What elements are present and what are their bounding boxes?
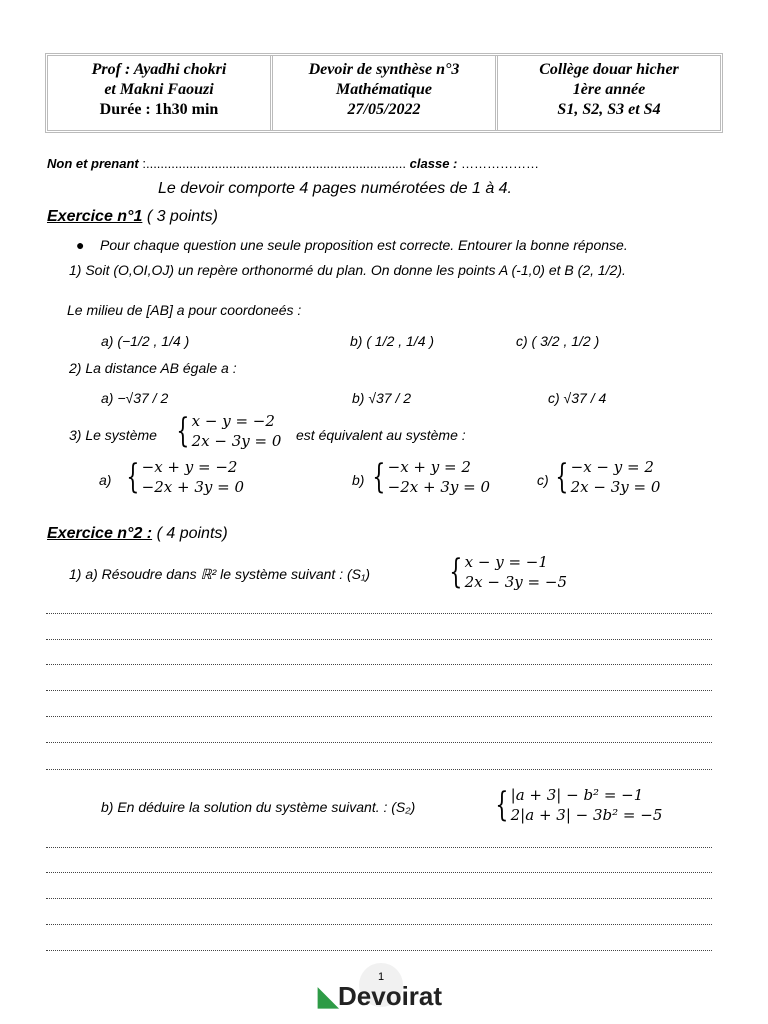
ex1-q3-c-eq2: 2x − 3y = 0: [570, 478, 661, 496]
ex2-system-s1: { x − y = −1 2x − 3y = −5: [449, 552, 567, 592]
answer-line[interactable]: [46, 664, 712, 665]
answer-line[interactable]: [46, 847, 712, 848]
ex1-q1: 1) Soit (O,OI,OJ) un repère orthonormé du plan. On donne les points A (-1,0) et B (2, 1/2).: [69, 262, 626, 278]
ex2-heading: [47, 525, 228, 543]
ex1-instruction: [76, 237, 628, 253]
ex1-q2-option-a[interactable]: a) −√37 / 2: [101, 390, 169, 406]
ex1-q3-text: 3) Le système: [69, 427, 157, 443]
answer-line[interactable]: [46, 898, 712, 899]
ex1-q3-a-eq1: −x + y = −2: [141, 458, 238, 476]
bullet-icon: ●: [76, 237, 85, 253]
ex2-q1b: b) En déduire la solution du système suivant. : (S₂): [101, 799, 416, 815]
ex1-q1-sub: Le milieu de [AB] a pour coordoneés :: [67, 302, 302, 318]
ex1-title: Exercice n°1: [47, 208, 143, 225]
name-field[interactable]: :........................................................................: [142, 156, 407, 171]
ex1-q1-option-b[interactable]: b) ( 1/2 , 1/4 ): [350, 333, 435, 349]
ex1-heading: [47, 208, 218, 226]
s2-eq2: 2|a + 3| − 3b² = −5: [510, 806, 663, 824]
answer-line[interactable]: [46, 716, 712, 717]
ex2-system-s2: { |a + 3| − b² = −1 2|a + 3| − 3b² = −5: [495, 785, 663, 825]
ex1-bullet-text: Pour chaque question une seule proposition est correcte. Entourer la bonne réponse.: [100, 237, 628, 253]
answer-line[interactable]: [46, 872, 712, 873]
class-label: classe :: [409, 156, 458, 171]
header-teacher: [48, 56, 270, 130]
s2-eq1: |a + 3| − b² = −1: [510, 786, 644, 804]
school-name: Collège douar hicher: [539, 61, 679, 78]
answer-line[interactable]: [46, 742, 712, 743]
ex1-q3-option-c[interactable]: { −x − y = 2 2x − 3y = 0: [555, 457, 661, 497]
ex1-points: ( 3 points): [146, 208, 218, 225]
answer-line[interactable]: [46, 639, 712, 640]
name-label: Non et prenant: [47, 156, 139, 171]
ex1-q3-a-eq2: −2x + 3y = 0: [141, 478, 244, 496]
header-exam: [270, 56, 495, 130]
ex1-q3-eq1: x − y = −2: [191, 412, 275, 430]
answer-line[interactable]: [46, 769, 712, 770]
class-field[interactable]: ………………: [460, 156, 539, 171]
ex1-q3-c-eq1: −x − y = 2: [570, 458, 654, 476]
school-classes: S1, S2, S3 et S4: [557, 101, 661, 118]
page-notice: Le devoir comporte 4 pages numérotées de 1 à 4.: [158, 180, 512, 197]
answer-line[interactable]: [46, 613, 712, 614]
header-box: [45, 53, 723, 133]
ex1-q1-option-a[interactable]: a) (−1/2 , 1/4 ): [101, 333, 190, 349]
s1-eq1: x − y = −1: [464, 553, 548, 571]
ex1-q2: 2) La distance AB égale a :: [69, 360, 237, 376]
student-line: [47, 156, 539, 171]
exam-subject: Mathématique: [335, 81, 432, 98]
answer-line[interactable]: [46, 690, 712, 691]
ex1-q3-option-a[interactable]: { −x + y = −2 −2x + 3y = 0: [126, 457, 244, 497]
ex1-q3-eq2: 2x − 3y = 0: [191, 432, 282, 450]
ex1-q3-system: { x − y = −2 2x − 3y = 0: [176, 411, 282, 451]
teacher-name-1: Prof : Ayadhi chokri: [91, 61, 227, 78]
ex1-q3-b-label: b): [352, 472, 365, 488]
ex1-q2-option-b[interactable]: b) √37 / 2: [352, 390, 412, 406]
ex1-q3-c-label: c): [537, 472, 549, 488]
teacher-name-2: et Makni Faouzi: [104, 81, 214, 98]
brand-name: Devoirat: [338, 981, 443, 1011]
header-school: [495, 56, 720, 130]
exam-title: Devoir de synthèse n°3: [308, 61, 460, 78]
ex1-q2-option-c[interactable]: c) √37 / 4: [548, 390, 607, 406]
ex1-q3-text2: est équivalent au système :: [296, 427, 466, 443]
ex1-q3-b-eq1: −x + y = 2: [387, 458, 471, 476]
ex2-points: ( 4 points): [156, 525, 228, 542]
ex2-q1a: 1) a) Résoudre dans ℝ² le système suivant : (S₁): [69, 566, 371, 582]
answer-line[interactable]: [46, 924, 712, 925]
ex1-q3-option-b[interactable]: { −x + y = 2 −2x + 3y = 0: [372, 457, 490, 497]
s1-eq2: 2x − 3y = −5: [464, 573, 567, 591]
ex1-q3-a-label: a): [99, 472, 112, 488]
ex2-title: Exercice n°2 :: [47, 525, 153, 542]
brand-logo: [318, 981, 442, 1012]
page-number-text: 1: [377, 971, 385, 983]
school-level: 1ère année: [572, 81, 646, 98]
brand-leaf-icon: ◣: [318, 981, 338, 1011]
answer-line[interactable]: [46, 950, 712, 951]
ex1-q1-option-c[interactable]: c) ( 3/2 , 1/2 ): [516, 333, 600, 349]
ex1-q3-b-eq2: −2x + 3y = 0: [387, 478, 490, 496]
exam-date: 27/05/2022: [347, 101, 421, 118]
duration: Durée : 1h30 min: [99, 101, 219, 118]
